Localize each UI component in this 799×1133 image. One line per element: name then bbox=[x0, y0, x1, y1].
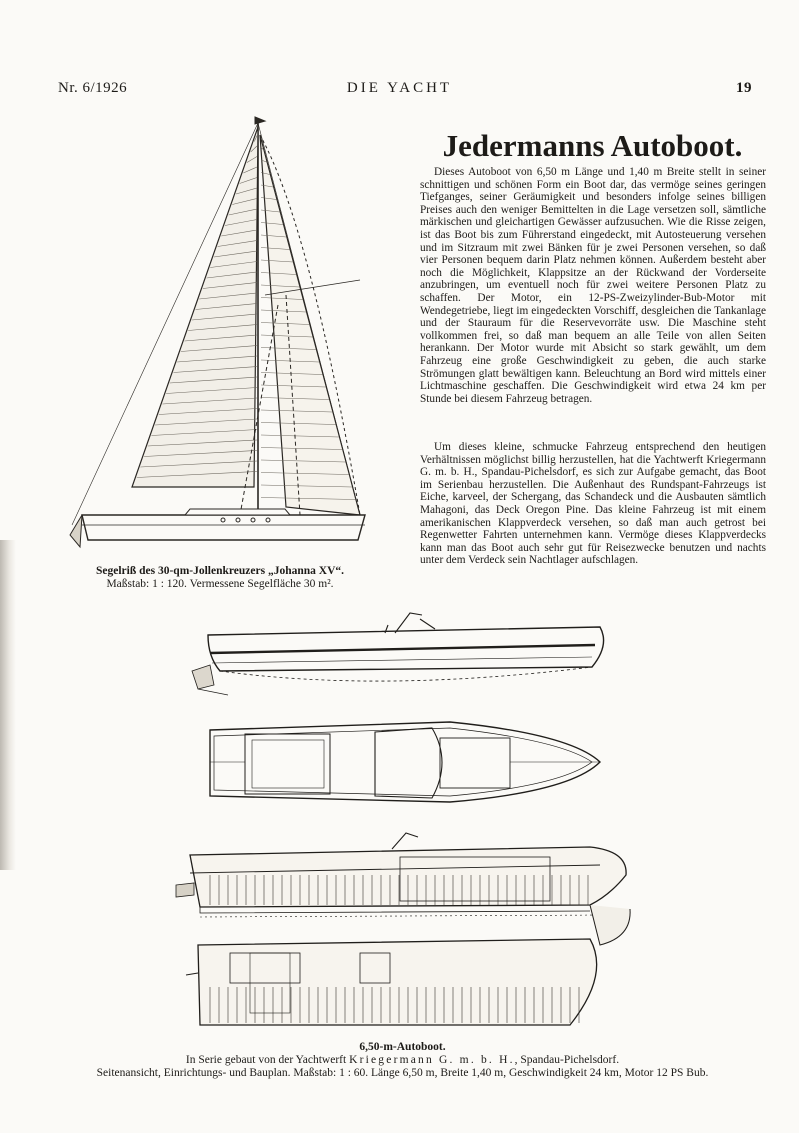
builder-prefix: In Serie gebaut von der Yachtwerft bbox=[185, 1054, 350, 1066]
article-body-2 bbox=[420, 441, 766, 567]
builder-suffix: , Spandau-Pichelsdorf. bbox=[514, 1054, 620, 1066]
scan-edge-shadow bbox=[0, 540, 16, 870]
boat-plan-view bbox=[200, 716, 610, 811]
article-body-1 bbox=[420, 166, 766, 405]
boat-construction-plan bbox=[170, 825, 640, 1040]
article-title: Jedermanns Autoboot. bbox=[442, 128, 743, 163]
sail-caption-title: Segelriß des 30-qm-Jollenkreuzers „Johanna XV“. bbox=[96, 565, 344, 577]
builder-name: Kriegermann G. m. b. H. bbox=[349, 1054, 515, 1066]
boat-caption-title: 6,50-m-Autoboot. bbox=[359, 1041, 446, 1053]
boat-caption-specs: Seitenansicht, Einrichtungs- und Bauplan. Maßstab: 1 : 60. Länge 6,50 m, Breite 1,40 m, Geschwindigkeit 24 km, Motor 12 PS Bub. bbox=[96, 1067, 709, 1079]
boat-caption-builder bbox=[40, 1054, 765, 1067]
sail-plan-drawing bbox=[60, 115, 380, 555]
boat-caption bbox=[40, 1041, 765, 1080]
sail-plan-caption bbox=[40, 565, 400, 591]
sail-caption-scale: Maßstab: 1 : 120. Vermessene Segelfläche 30 m². bbox=[106, 578, 334, 590]
paragraph-1: Dieses Autoboot von 6,50 m Länge und 1,40 m Breite stellt in seiner schnittigen und schönen Form ein Boot dar, das vermöge seines geringen Tiefganges, seiner Geräumigkeit und besonders infolge seines billigen Preises auch den weniger Bemittelten in die Lage versetzen soll, sämtliche märkischen und gleichartigen Gewässer aufzusuchen. Wie die Risse zeigen, ist das Boot bis zum Führerstand eingedeckt, mit Autosteuerung versehen und im Sitzraum mit zwei Bänken für je zwei Personen versehen, so daß vier Personen bequem darin Platz nehmen können. Außerdem besteht aber noch die Möglichkeit, Klappsitze an der Rückwand der Vorderseite anzubringen, um eventuell noch für zwei weitere Personen Platz zu schaffen. Der Motor, ein 12-PS-Zweizylinder-Bub-Motor mit Wendegetriebe, liegt im eingedeckten Vorschiff, desgleichen die Tankanlage und der Stauraum für die Reservevorräte usw. Die Maschine steht vollkommen frei, so daß man bequem an alle Teile von allen Seiten herankann. Der Motor wurde mit Absicht so stark gewählt, um dem Fahrzeug eine große Geschwindigkeit zu geben, die auch starke Strömungen glatt bewältigen kann. Beleuchtung an Bord wird mittels einer Lichtmaschine geschaffen. Die Geschwindigkeit wird etwa 24 km per Stunde bei diesem Fahrzeug betragen. bbox=[420, 166, 766, 405]
magazine-title: DIE YACHT bbox=[346, 80, 453, 96]
boat-side-view bbox=[180, 605, 620, 700]
paragraph-2: Um dieses kleine, schmucke Fahrzeug entsprechend den heutigen Verhältnissen möglichst billig herzustellen, hat die Yachtwerft Kriegermann G. m. b. H., Spandau-Pichelsdorf, es sich zur Aufgabe gemacht, das Boot im Serienbau herzustellen. Die Außenhaut des Rundspant-Fahrzeugs ist Eiche, karveel, der Schergang, das Schandeck und die Ausbauten sämtlich Mahagoni, das Deck Oregon Pine. Das kleine Fahrzeug ist mit einem amerikanischen Klappverdeck versehen, so daß man auch getrost bei Regenwetter Fahrten unternehmen kann. Vermöge dieses Klappverdecks kann man das Boot auch sehr gut für Reisezwecke benutzen und nachts unter dem Verdeck sein Nachtlager aufschlagen. bbox=[420, 441, 766, 567]
issue-number: Nr. 6/1926 bbox=[58, 80, 128, 96]
page-number: 19 bbox=[736, 80, 752, 96]
